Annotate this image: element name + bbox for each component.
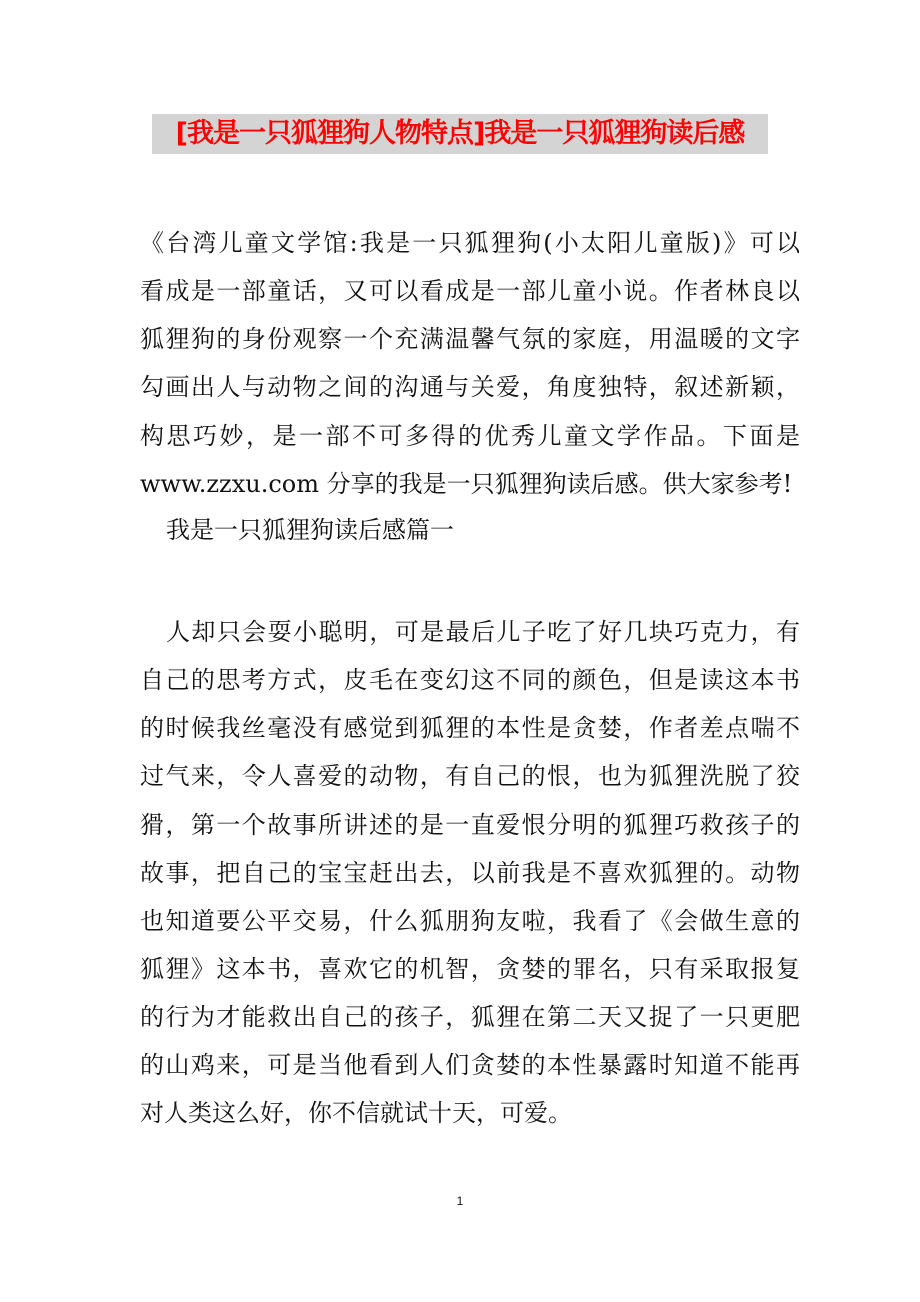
text-line: 的时候我丝毫没有感觉到狐狸的本性是贪婪，作者差点喘不 — [140, 714, 800, 742]
text-line: 故事，把自己的宝宝赶出去，以前我是不喜欢狐狸的。动物 — [140, 859, 800, 887]
text-line: 《台湾儿童文学馆:我是一只狐狸狗(小太阳儿童版)》可以 — [140, 229, 800, 257]
text-line: 勾画出人与动物之间的沟通与关爱，角度独特，叙述新颖， — [140, 373, 800, 401]
text-line: www.zzxu.com 分享的我是一只狐狸狗读后感。供大家参考! — [140, 470, 793, 498]
text-line: 狐狸》这本书，喜欢它的机智，贪婪的罪名，只有采取报复 — [140, 955, 800, 983]
text-line: 猾，第一个故事所讲述的是一直爱恨分明的狐狸巧救孩子的 — [140, 811, 800, 839]
page-number: 1 — [456, 1194, 464, 1208]
text-line: 看成是一部童话，又可以看成是一部儿童小说。作者林良以 — [140, 277, 800, 305]
text-line: 对人类这么好，你不信就试十天，可爱。 — [140, 1099, 572, 1127]
text-line: 的行为才能救出自己的孩子，狐狸在第二天又捉了一只更肥 — [140, 1003, 800, 1031]
text-line: 也知道要公平交易，什么狐朋狗友啦，我看了《会做生意的 — [140, 907, 800, 935]
text-line: 构思巧妙，是一部不可多得的优秀儿童文学作品。下面是 — [140, 422, 800, 450]
text-line: 自己的思考方式，皮毛在变幻这不同的颜色，但是读这本书 — [140, 666, 800, 694]
section-heading: 我是一只狐狸狗读后感篇一 — [166, 516, 454, 544]
text-line: 狐狸狗的身份观察一个充满温馨气氛的家庭，用温暖的文字 — [140, 325, 800, 353]
text-line: 过气来，令人喜爱的动物，有自己的恨，也为狐狸洗脱了狡 — [140, 762, 800, 790]
document-title: [我是一只狐狸狗人物特点]我是一只狐狸狗读后感 — [152, 114, 768, 154]
text-line: 人却只会耍小聪明，可是最后儿子吃了好几块巧克力，有 — [166, 618, 800, 646]
text-line: 的山鸡来，可是当他看到人们贪婪的本性暴露时知道不能再 — [140, 1051, 800, 1079]
